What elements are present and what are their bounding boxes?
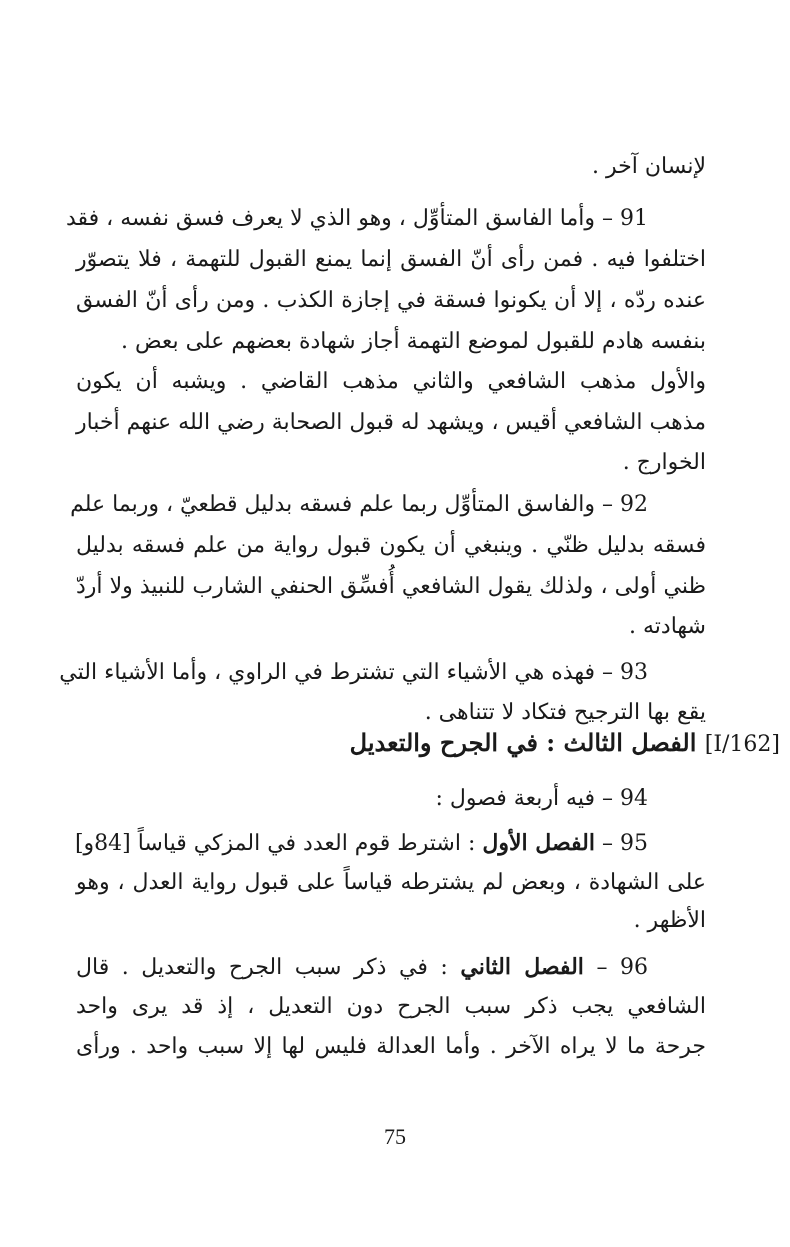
text-line: بنفسه هادم للقبول لموضع التهمة أجاز شهادة بعضهم على بعض . <box>120 329 706 354</box>
text-line: لإنسان آخر . <box>592 154 706 179</box>
text-line: 92 – والفاسق المتأوِّل ربما علم فسقه بدليل قطعيّ ، وربما علم <box>70 492 648 517</box>
text-run: : اشترط قوم العدد في المزكي قياساً [84و] <box>74 831 483 856</box>
chapter-heading-text: الفصل الثالث : في الجرح والتعديل <box>349 728 697 757</box>
text-line: اختلفوا فيه . فمن رأى أنّ الفسق إنما يمنع القبول للتهمة ، فلا يتصوّر <box>76 247 706 272</box>
text-line: الأظهر . <box>633 908 706 933</box>
page-number: 75 <box>384 1124 406 1149</box>
text-line: الخوارج . <box>622 450 706 475</box>
text-line: عنده ردّه ، إلا أن يكونوا فسقة في إجازة الكذب . ومن رأى أنّ الفسق <box>76 288 706 313</box>
text-line: 93 – فهذه هي الأشياء التي تشترط في الراوي ، وأما الأشياء التي <box>59 660 648 685</box>
text-line <box>76 948 706 988</box>
text-line: جرحة ما لا يراه الآخر . وأما العدالة فليس لها إلا سبب واحد . ورأى <box>76 1034 706 1059</box>
text-line: مذهب الشافعي أقيس ، ويشهد له قبول الصحابة رضي الله عنهم أخبار <box>75 410 706 435</box>
text-line: يقع بها الترجيح فتكاد لا تتناهى . <box>424 700 706 725</box>
section-title: الفصل الأول <box>482 830 595 856</box>
text-line: والأول مذهب الشافعي والثاني مذهب القاضي . ويشبه أن يكون <box>76 369 706 394</box>
text-line: 94 – فيه أربعة فصول : <box>435 786 648 811</box>
text-run: : في ذكر سبب الجرح والتعديل . قال <box>76 955 461 980</box>
text-line: ظني أولى ، ولذلك يقول الشافعي أُفسِّق الحنفي الشارب للنبيذ ولا أردّ <box>76 574 706 599</box>
text-line: الشافعي يجب ذكر سبب الجرح دون التعديل ، إذ قد يرى واحد <box>76 994 706 1019</box>
paragraph-number: 96 – <box>583 955 648 980</box>
text-line: 91 – وأما الفاسق المتأوِّل ، وهو الذي لا يعرف فسق نفسه ، فقد <box>65 206 648 231</box>
section-title: الفصل الثاني <box>460 954 584 980</box>
text-line: على الشهادة ، وبعض لم يشترطه قياساً على قبول رواية العدل ، وهو <box>76 870 706 895</box>
paragraph-number: 95 – <box>595 831 648 856</box>
folio-marker: [I/162] <box>704 732 780 757</box>
text-line <box>76 824 706 864</box>
chapter-heading <box>350 728 780 757</box>
text-line: فسقه بدليل ظنّي . وينبغي أن يكون قبول رواية من علم فسقه بدليل <box>76 533 706 558</box>
text-line: شهادته . <box>629 614 706 639</box>
